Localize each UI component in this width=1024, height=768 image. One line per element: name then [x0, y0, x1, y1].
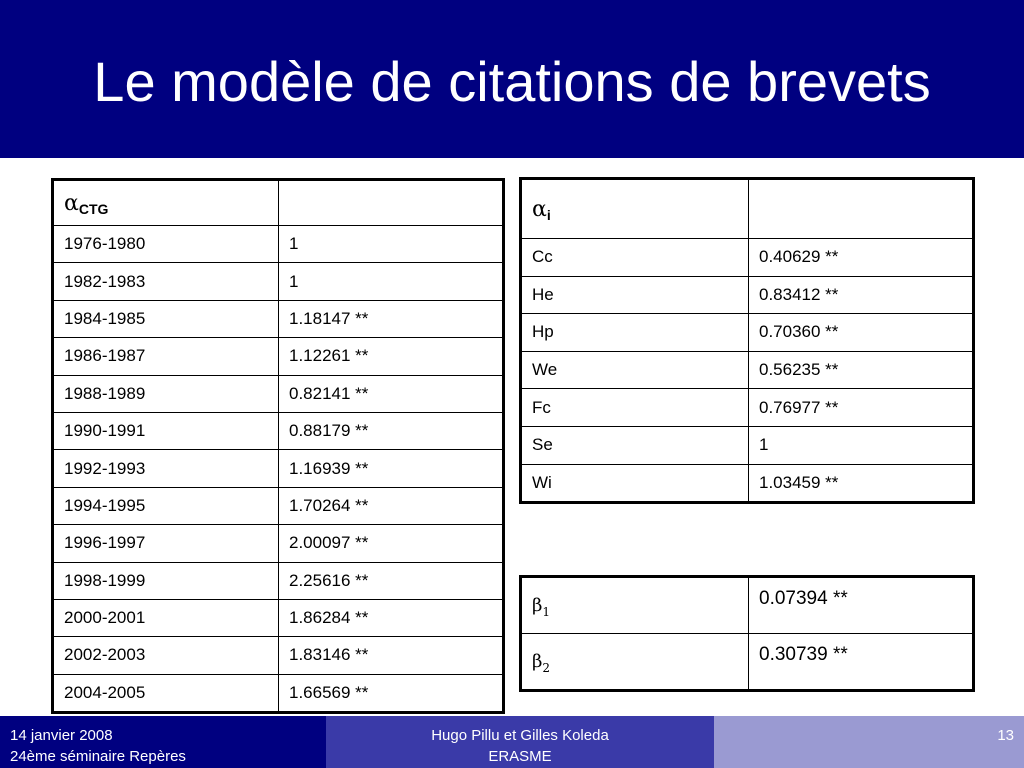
alpha-ctg-table	[51, 178, 505, 714]
table-row	[53, 525, 504, 562]
beta-subscript: 2	[542, 661, 551, 675]
coefficient-cell: 1.12261 **	[279, 338, 504, 375]
alpha-symbol: α	[64, 190, 79, 216]
table-row	[521, 577, 974, 634]
coefficient-cell: 1.03459 **	[749, 464, 974, 503]
table-row	[53, 375, 504, 412]
footer-left	[0, 716, 326, 768]
coefficient-cell: 0.56235 **	[749, 351, 974, 389]
table-row	[53, 599, 504, 636]
period-cell: 1976-1980	[53, 226, 279, 263]
alpha-i-table	[519, 177, 975, 504]
coefficient-cell: 0.30739 **	[749, 634, 974, 691]
footer-event: 24ème séminaire Repères	[10, 748, 186, 765]
coefficient-cell: 1	[279, 263, 504, 300]
category-cell: Hp	[521, 314, 749, 352]
table-row	[53, 562, 504, 599]
footer-middle	[326, 716, 714, 768]
beta-symbol-cell	[521, 577, 749, 634]
table-header-row	[521, 179, 974, 239]
coefficient-cell: 1.70264 **	[279, 487, 504, 524]
coefficient-cell: 1.18147 **	[279, 300, 504, 337]
slide-number: 13	[997, 727, 1014, 744]
header-value-cell	[279, 180, 504, 226]
period-cell: 1998-1999	[53, 562, 279, 599]
header-symbol-cell	[521, 179, 749, 239]
coefficient-cell: 0.76977 **	[749, 389, 974, 427]
table-row	[53, 450, 504, 487]
header-value-cell	[749, 179, 974, 239]
table-row	[521, 351, 974, 389]
alpha-subscript: CTG	[78, 200, 109, 217]
footer-date: 14 janvier 2008	[10, 727, 113, 744]
coefficient-cell: 0.83412 **	[749, 276, 974, 314]
beta-symbol: β	[532, 595, 543, 616]
table-row	[53, 412, 504, 449]
coefficient-cell: 1	[749, 426, 974, 464]
coefficient-cell: 0.70360 **	[749, 314, 974, 352]
table-row	[521, 426, 974, 464]
beta-table	[519, 575, 975, 692]
coefficient-cell: 2.00097 **	[279, 525, 504, 562]
alpha-subscript: i	[546, 206, 551, 223]
period-cell: 1986-1987	[53, 338, 279, 375]
period-cell: 1992-1993	[53, 450, 279, 487]
category-cell: He	[521, 276, 749, 314]
table-row	[521, 389, 974, 427]
coefficient-cell: 2.25616 **	[279, 562, 504, 599]
table-row	[53, 674, 504, 712]
title-bar	[0, 0, 1024, 158]
coefficient-cell: 1.16939 **	[279, 450, 504, 487]
table-header-row	[53, 180, 504, 226]
category-cell: We	[521, 351, 749, 389]
footer-organization: ERASME	[488, 748, 552, 765]
period-cell: 2002-2003	[53, 637, 279, 674]
coefficient-cell: 0.40629 **	[749, 239, 974, 277]
slide-title: Le modèle de citations de brevets	[93, 50, 931, 113]
coefficient-cell: 1.83146 **	[279, 637, 504, 674]
table-row	[521, 314, 974, 352]
coefficient-cell: 0.07394 **	[749, 577, 974, 634]
table-row	[53, 487, 504, 524]
period-cell: 1982-1983	[53, 263, 279, 300]
coefficient-cell: 1.66569 **	[279, 674, 504, 712]
coefficient-cell: 0.88179 **	[279, 412, 504, 449]
table-row	[521, 239, 974, 277]
header-symbol-cell	[53, 180, 279, 226]
category-cell: Cc	[521, 239, 749, 277]
category-cell: Wi	[521, 464, 749, 503]
period-cell: 1994-1995	[53, 487, 279, 524]
beta-subscript: 1	[542, 605, 551, 619]
period-cell: 2000-2001	[53, 599, 279, 636]
coefficient-cell: 0.82141 **	[279, 375, 504, 412]
beta-symbol: β	[532, 651, 543, 672]
table-row	[521, 276, 974, 314]
category-cell: Se	[521, 426, 749, 464]
footer-authors: Hugo Pillu et Gilles Koleda	[431, 727, 609, 744]
period-cell: 1988-1989	[53, 375, 279, 412]
table-row	[53, 300, 504, 337]
period-cell: 1990-1991	[53, 412, 279, 449]
coefficient-cell: 1.86284 **	[279, 599, 504, 636]
footer-right	[714, 716, 1024, 768]
period-cell: 1984-1985	[53, 300, 279, 337]
period-cell: 1996-1997	[53, 525, 279, 562]
category-cell: Fc	[521, 389, 749, 427]
alpha-symbol: α	[532, 196, 547, 222]
table-row	[53, 637, 504, 674]
table-row	[53, 226, 504, 263]
table-row	[521, 464, 974, 503]
table-row	[521, 634, 974, 691]
coefficient-cell: 1	[279, 226, 504, 263]
beta-symbol-cell	[521, 634, 749, 691]
table-row	[53, 338, 504, 375]
period-cell: 2004-2005	[53, 674, 279, 712]
table-row	[53, 263, 504, 300]
